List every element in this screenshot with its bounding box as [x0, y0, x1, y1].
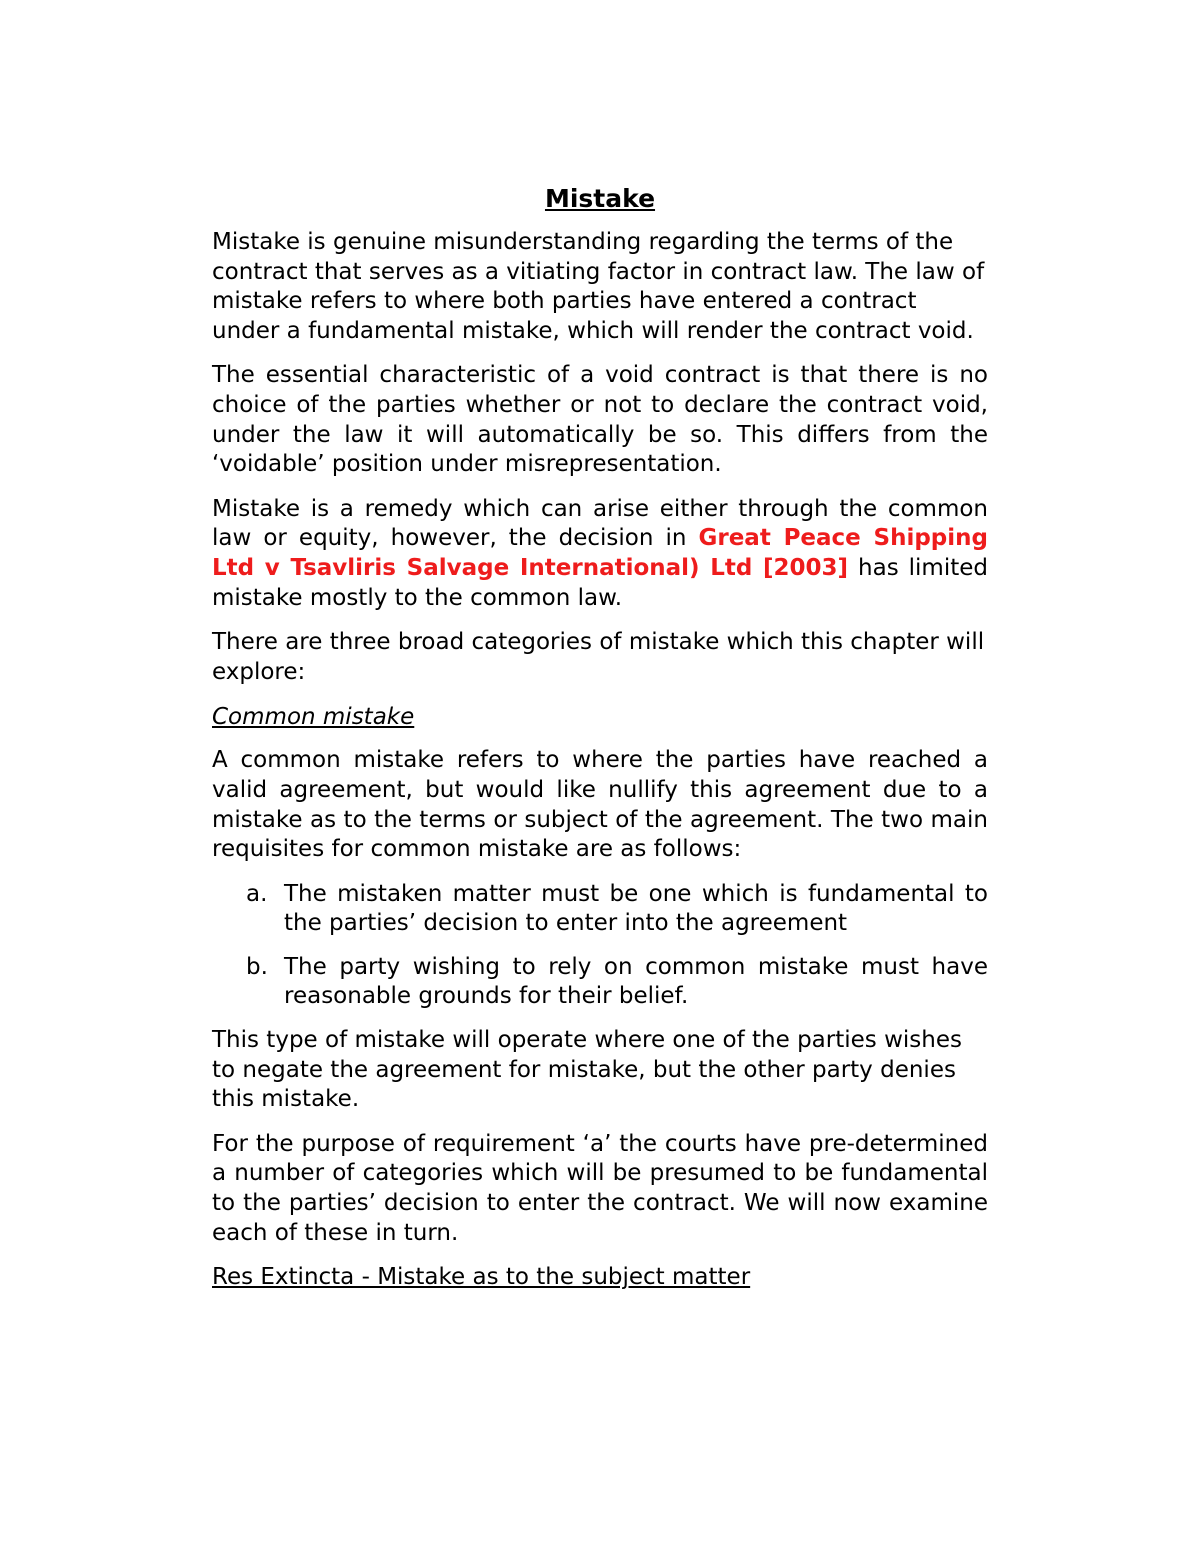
remedy-text-before: Mistake is a remedy which can arise either through the common law or equity, however, the decision in: [212, 495, 988, 552]
categories-paragraph: There are three broad categories of mistake which this chapter will explore:: [212, 629, 985, 685]
list-item-text: The party wishing to rely on common mistake must have reasonable grounds for their belief.: [284, 953, 988, 1010]
common-mistake-paragraph: A common mistake refers to where the parties have reached a valid agreement, but would like nullify this agreement due to a mistake as to the terms or subject of the agreement. The two main requisites for common mistake are as follows:: [212, 747, 988, 863]
purpose-paragraph: For the purpose of requirement ‘a’ the courts have pre-determined a number of categories which will be presumed to be fundamental to the parties’ decision to enter the contract. We will now examine each of these in turn.: [212, 1130, 988, 1246]
remedy-text-after: has limited mistake mostly to the common law.: [212, 554, 988, 611]
case-citation: Great Peace Shipping Ltd v Tsavliris Salvage International) Ltd [2003]: [212, 525, 988, 581]
page-title: Mistake: [544, 184, 656, 213]
list-item-text: The mistaken matter must be one which is fundamental to the parties’ decision to enter into the agreement: [284, 880, 988, 937]
requirements-list: [212, 880, 988, 1012]
void-contract-paragraph: The essential characteristic of a void contract is that there is no choice of the parties whether or not to declare the contract void, under the law it will automatically be so. This differs from the ‘voidable’ position under misrepresentation.: [212, 362, 988, 478]
remedy-paragraph: [212, 495, 988, 613]
common-mistake-heading: Common mistake: [212, 704, 415, 731]
list-item: [212, 953, 988, 1012]
intro-paragraph: Mistake is genuine misunderstanding regarding the terms of the contract that serves as a vitiating factor in contract law. The law of mistake refers to where both parties have entered a contract under a fundamental mistake, which will render the contract void.: [212, 229, 985, 344]
list-marker: b.: [246, 953, 268, 980]
document-body: [212, 182, 988, 1293]
list-item: [212, 880, 988, 939]
operate-paragraph: This type of mistake will operate where one of the parties wishes to negate the agreement for mistake, but the other party denies this mistake.: [212, 1027, 962, 1113]
list-marker: a.: [246, 880, 268, 907]
res-extincta-heading: Res Extincta - Mistake as to the subject matter: [212, 1264, 751, 1291]
